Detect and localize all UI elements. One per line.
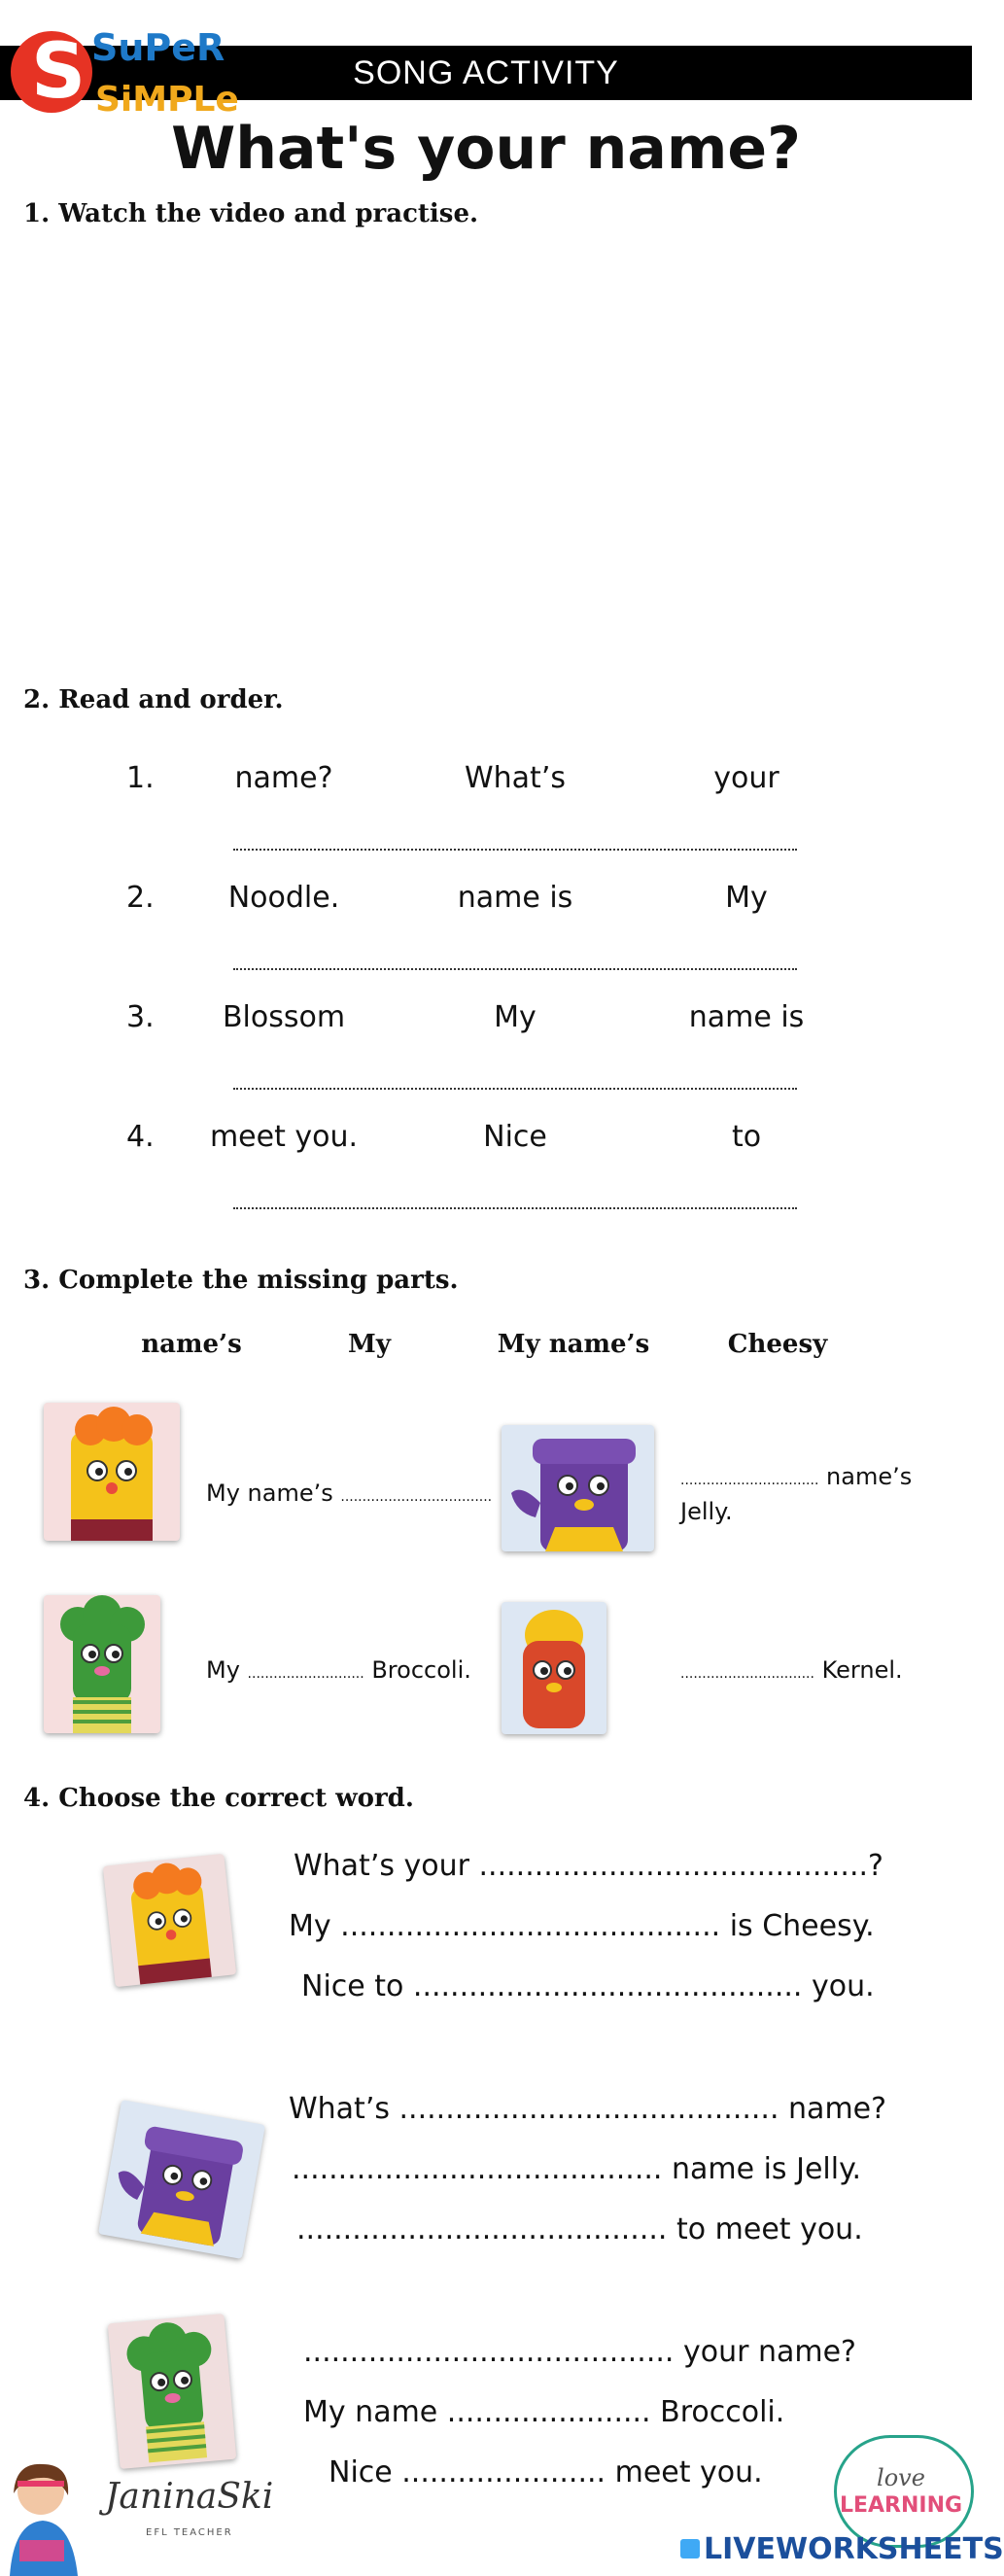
complete-item-3 [206,1656,471,1684]
complete-item-2-text: name’s Jelly. [680,1463,913,1525]
badge-learning-text: LEARNING [839,2493,963,2518]
word-bank-item-3: My name’s [497,1330,650,1359]
choose-group-2-line-2[interactable]: ........................................ name is Jelly. [292,2152,862,2186]
order-row-3-word-2[interactable]: My [494,1000,537,1034]
logo-s-letter: S [31,28,87,116]
order-row-3-word-1[interactable]: Blossom [222,1000,346,1034]
section4-jelly-picture [98,2100,265,2259]
teacher-subtitle: EFL TEACHER [146,2527,233,2538]
order-row-2-word-3[interactable]: My [725,881,768,915]
complete-item-4 [680,1656,903,1684]
page-title: What's your name? [171,115,801,183]
section4-jelly-illustration [98,2100,265,2259]
complete-item-3-text-before: My [206,1656,248,1684]
badge-love-text: love [877,2464,925,2491]
order-row-2-word-1[interactable]: Noodle. [227,881,340,915]
logo-lower-text: SiMPLe [95,80,239,120]
section4-broccoli-illustration [108,2314,237,2469]
complete-item-2 [680,1461,923,1527]
order-row-4-word-2[interactable]: Nice [483,1120,547,1154]
song-activity-label: SONG ACTIVITY [353,54,619,91]
choose-group-2-line-1[interactable]: What’s ......................................... name? [289,2092,887,2126]
complete-item-1-blank[interactable]: ................................... [340,1489,493,1505]
choose-group-3-line-2[interactable]: My name ...................... Broccoli. [303,2395,785,2429]
complete-item-4-text: Kernel. [814,1656,903,1684]
order-row-3-word-3[interactable]: name is [688,1000,805,1034]
choose-group-1-line-2[interactable]: My ......................................... is Cheesy. [289,1909,875,1943]
cheesy-illustration [44,1403,180,1541]
order-row-4-word-1[interactable]: meet you. [209,1120,359,1154]
jelly-illustration [502,1425,654,1551]
order-row-2-answer-line[interactable] [233,968,797,970]
cheesy-picture [44,1403,180,1541]
complete-item-1-text: My name’s [206,1479,341,1507]
choose-group-1-line-3[interactable]: Nice to .......................................... you. [301,1969,875,2003]
order-row-1-number: 1. [126,761,155,795]
section1-heading: 1. Watch the video and practise. [23,199,479,228]
order-row-1-word-2[interactable]: What’s [465,761,566,795]
liveworksheets-icon [680,2539,700,2559]
order-row-3-answer-line[interactable] [233,1088,797,1090]
order-row-1-word-3[interactable]: your [713,761,779,795]
logo-upper-text: SuPeR [91,26,225,69]
kernel-illustration [502,1602,606,1734]
section3-heading: 3. Complete the missing parts. [23,1266,459,1295]
section4-broccoli-picture [108,2314,237,2469]
complete-item-3-text-after: Broccoli. [364,1656,471,1684]
broccoli-illustration [44,1595,160,1733]
word-bank-item-4: Cheesy [727,1330,828,1359]
video-placeholder[interactable] [23,243,949,651]
complete-item-3-blank[interactable]: ........................... [247,1666,364,1682]
complete-item-1 [206,1479,492,1507]
choose-group-2-line-3[interactable]: ........................................ to meet you. [296,2212,863,2246]
kernel-picture [502,1602,606,1734]
section4-heading: 4. Choose the correct word. [23,1784,414,1813]
order-row-4-number: 4. [126,1120,155,1154]
word-bank-item-1: name’s [141,1330,242,1359]
order-row-4-answer-line[interactable] [233,1207,797,1209]
choose-group-3-line-1[interactable]: ........................................ your name? [303,2335,856,2369]
section2-heading: 2. Read and order. [23,685,284,714]
order-row-1-answer-line[interactable] [233,849,797,851]
liveworksheets-brand[interactable]: LIVEWORKSHEETS [704,2532,1004,2566]
teacher-avatar [0,2454,87,2576]
order-row-4-word-3[interactable]: to [731,1120,762,1154]
order-row-3-number: 3. [126,1000,155,1034]
section4-cheesy-illustration [103,1854,236,1987]
complete-item-4-blank[interactable]: ............................... [680,1666,814,1682]
broccoli-picture [44,1595,160,1733]
complete-item-2-blank[interactable]: ................................ [680,1473,819,1488]
word-bank-item-2: My [348,1330,391,1359]
order-row-2-word-2[interactable]: name is [457,881,573,915]
teacher-signature: JaninaSki [105,2477,274,2517]
choose-group-3-line-3[interactable]: Nice ...................... meet you. [329,2455,763,2489]
choose-group-1-line-1[interactable]: What’s your ..........................................? [294,1849,883,1883]
order-row-2-number: 2. [126,881,155,915]
jelly-picture [502,1425,654,1551]
order-row-1-word-1[interactable]: name? [234,761,333,795]
love-learning-badge [834,2435,974,2548]
section4-cheesy-picture [103,1854,236,1987]
